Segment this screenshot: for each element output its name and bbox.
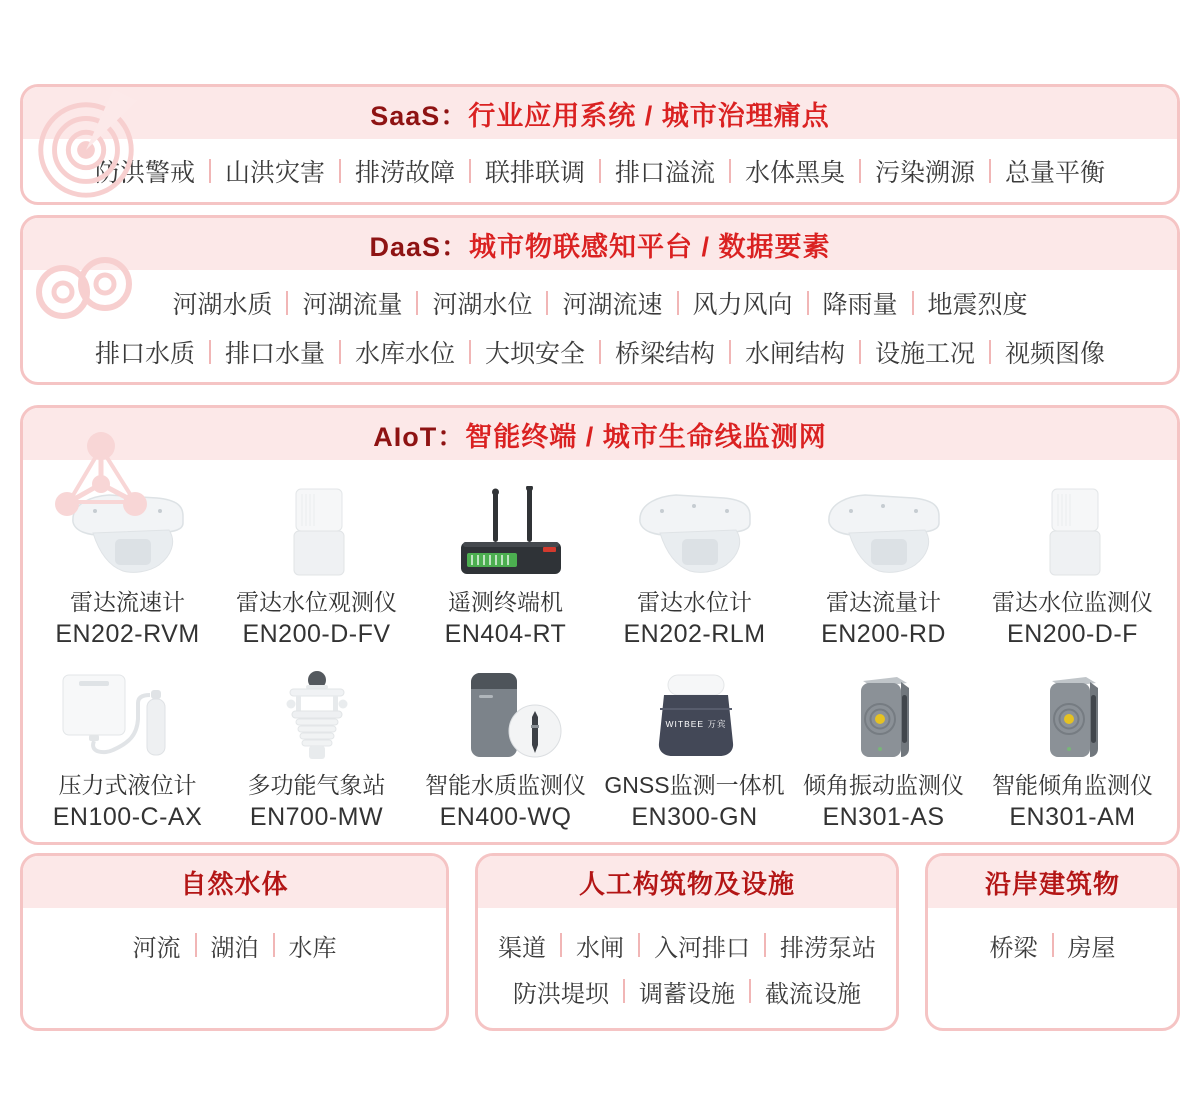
device-model: EN300-GN (631, 803, 758, 831)
device-card (33, 669, 222, 832)
item-separator (469, 159, 471, 183)
device-image-pressure-level-meter (33, 669, 222, 761)
item-separator (859, 159, 861, 183)
aiot-title (373, 415, 827, 454)
list-item: 湖泊 (210, 934, 259, 962)
device-grid (23, 460, 1177, 832)
aiot-title-prefix: AIoT： (373, 421, 466, 452)
list-item: 河湖流速 (562, 290, 663, 319)
device-card (789, 669, 978, 832)
manmade-structures-items-row-2 (478, 968, 896, 1014)
device-model: EN100-C-AX (52, 803, 203, 831)
device-card (33, 486, 222, 649)
natural-water-header (23, 856, 446, 908)
list-item: 大坝安全 (484, 339, 585, 368)
item-separator (859, 340, 861, 364)
item-separator (638, 933, 640, 957)
item-separator (1052, 933, 1054, 957)
list-item: 河湖水位 (432, 290, 533, 319)
saas-title (370, 94, 830, 133)
device-name: 智能水质监测仪 (425, 772, 586, 798)
daas-title-main: 城市物联感知平台 / 数据要素 (469, 231, 831, 262)
device-card (600, 669, 789, 832)
list-item: 视频图像 (1005, 339, 1106, 368)
device-image-radar-velocimeter (33, 486, 222, 578)
device-name: 雷达水位计 (637, 589, 752, 615)
item-separator (729, 159, 731, 183)
device-model: EN301-AS (822, 803, 945, 831)
device-card (222, 486, 411, 649)
manmade-structures-items-row-1 (478, 922, 896, 968)
device-model: EN400-WQ (439, 803, 572, 831)
list-item: 河湖流量 (302, 290, 403, 319)
list-item: 排涝故障 (354, 158, 455, 187)
device-image-gnss-monitor (600, 669, 789, 761)
gnss-brand-label: WITBEE 万宾 (665, 719, 726, 729)
list-item: 水闸结构 (745, 339, 846, 368)
device-model: EN301-AM (1009, 803, 1136, 831)
item-separator (546, 291, 548, 315)
device-image-smart-tilt-monitor (978, 669, 1167, 761)
device-name: 雷达流速计 (70, 589, 185, 615)
item-separator (912, 291, 914, 315)
list-item: 调蓄设施 (639, 980, 735, 1008)
natural-water-items-row (23, 922, 446, 968)
device-model: EN404-RT (444, 620, 567, 648)
list-item: 降雨量 (822, 290, 898, 319)
daas-items-row-1 (23, 278, 1177, 327)
list-item: 入河排口 (654, 934, 750, 962)
item-separator (599, 340, 601, 364)
list-item: 污染溯源 (875, 158, 976, 187)
list-item: 总量平衡 (1005, 158, 1106, 187)
device-image-water-quality-monitor (411, 669, 600, 761)
device-image-radar-level-meter (600, 486, 789, 578)
list-item: 河流 (132, 934, 181, 962)
natural-water-card (20, 853, 449, 1031)
list-item: 桥梁 (989, 934, 1038, 962)
list-item: 排口溢流 (615, 158, 716, 187)
item-separator (764, 933, 766, 957)
device-card (222, 669, 411, 832)
item-separator (749, 979, 751, 1003)
item-separator (469, 340, 471, 364)
list-item: 渠道 (498, 934, 546, 962)
device-image-radar-level-observer (222, 486, 411, 578)
device-model: EN202-RVM (55, 620, 200, 648)
list-item: 排涝泵站 (780, 934, 876, 962)
daas-title (369, 225, 830, 264)
daas-items (23, 270, 1177, 376)
device-name: 遥测终端机 (448, 589, 563, 615)
list-item: 房屋 (1067, 934, 1116, 962)
daas-section-card (20, 215, 1180, 385)
list-item: 河湖水质 (172, 290, 273, 319)
device-card (600, 486, 789, 649)
aiot-title-main: 智能终端 / 城市生命线监测网 (465, 421, 827, 452)
item-separator (209, 159, 211, 183)
daas-items-row-2 (23, 327, 1177, 376)
list-item: 联排联调 (484, 158, 585, 187)
device-card (411, 669, 600, 832)
list-item: 排口水质 (94, 339, 195, 368)
device-name: 雷达水位观测仪 (236, 589, 397, 615)
device-model: EN202-RLM (623, 620, 766, 648)
coastal-buildings-header (928, 856, 1177, 908)
device-image-weather-station (222, 669, 411, 761)
manmade-structures-title: 人工构筑物及设施 (578, 868, 795, 899)
infographic (20, 0, 1180, 1031)
list-item: 设施工况 (875, 339, 976, 368)
natural-water-title: 自然水体 (180, 868, 289, 899)
coastal-buildings-items (928, 908, 1177, 968)
list-item: 地震烈度 (927, 290, 1028, 319)
item-separator (989, 159, 991, 183)
item-separator (677, 291, 679, 315)
device-name: 智能倾角监测仪 (992, 772, 1153, 798)
manmade-structures-header (478, 856, 896, 908)
saas-section-card (20, 84, 1180, 205)
item-separator (560, 933, 562, 957)
manmade-structures-card (475, 853, 899, 1031)
list-item: 山洪灾害 (224, 158, 325, 187)
device-model: EN200-D-F (1007, 620, 1138, 648)
item-separator (807, 291, 809, 315)
list-item: 桥梁结构 (615, 339, 716, 368)
list-item: 排口水量 (224, 339, 325, 368)
list-item: 截流设施 (765, 980, 861, 1008)
coastal-buildings-items-row (928, 922, 1177, 968)
item-separator (729, 340, 731, 364)
coastal-buildings-title: 沿岸建筑物 (984, 868, 1120, 899)
device-model: EN200-RD (821, 620, 946, 648)
item-separator (273, 933, 275, 957)
item-separator (195, 933, 197, 957)
item-separator (339, 340, 341, 364)
device-image-telemetry-terminal (411, 486, 600, 578)
device-model: EN200-D-FV (242, 620, 391, 648)
saas-items-row (23, 139, 1177, 202)
item-separator (416, 291, 418, 315)
manmade-structures-items (478, 908, 896, 1014)
aiot-section-card (20, 405, 1180, 845)
list-item: 防洪堤坝 (513, 980, 609, 1008)
list-item: 水库 (288, 934, 337, 962)
device-name: GNSS监测一体机 (604, 772, 785, 798)
item-separator (623, 979, 625, 1003)
aiot-header-band (23, 408, 1177, 460)
device-card (978, 486, 1167, 649)
saas-title-prefix: SaaS： (370, 100, 469, 131)
item-separator (209, 340, 211, 364)
device-name: 雷达水位监测仪 (992, 589, 1153, 615)
coastal-buildings-card (925, 853, 1180, 1031)
list-item: 水体黑臭 (745, 158, 846, 187)
device-image-tilt-vibration-monitor (789, 669, 978, 761)
device-name: 多功能气象站 (247, 772, 386, 798)
daas-title-prefix: DaaS： (369, 231, 470, 262)
device-card (789, 486, 978, 649)
item-separator (286, 291, 288, 315)
list-item: 防洪警戒 (94, 158, 195, 187)
device-card (411, 486, 600, 649)
item-separator (599, 159, 601, 183)
device-image-radar-flowmeter (789, 486, 978, 578)
item-separator (989, 340, 991, 364)
device-name: 倾角振动监测仪 (803, 772, 964, 798)
saas-title-main: 行业应用系统 / 城市治理痛点 (468, 100, 830, 131)
device-name: 雷达流量计 (826, 589, 941, 615)
device-name: 压力式液位计 (58, 772, 197, 798)
monitoring-targets-row (20, 853, 1180, 1031)
daas-header-band (23, 218, 1177, 270)
list-item: 水库水位 (354, 339, 455, 368)
list-item: 风力风向 (692, 290, 793, 319)
device-model: EN700-MW (249, 803, 384, 831)
saas-header-band (23, 87, 1177, 139)
list-item: 水闸 (576, 934, 624, 962)
device-image-radar-level-monitor (978, 486, 1167, 578)
item-separator (339, 159, 341, 183)
device-card (978, 669, 1167, 832)
natural-water-items (23, 908, 446, 968)
